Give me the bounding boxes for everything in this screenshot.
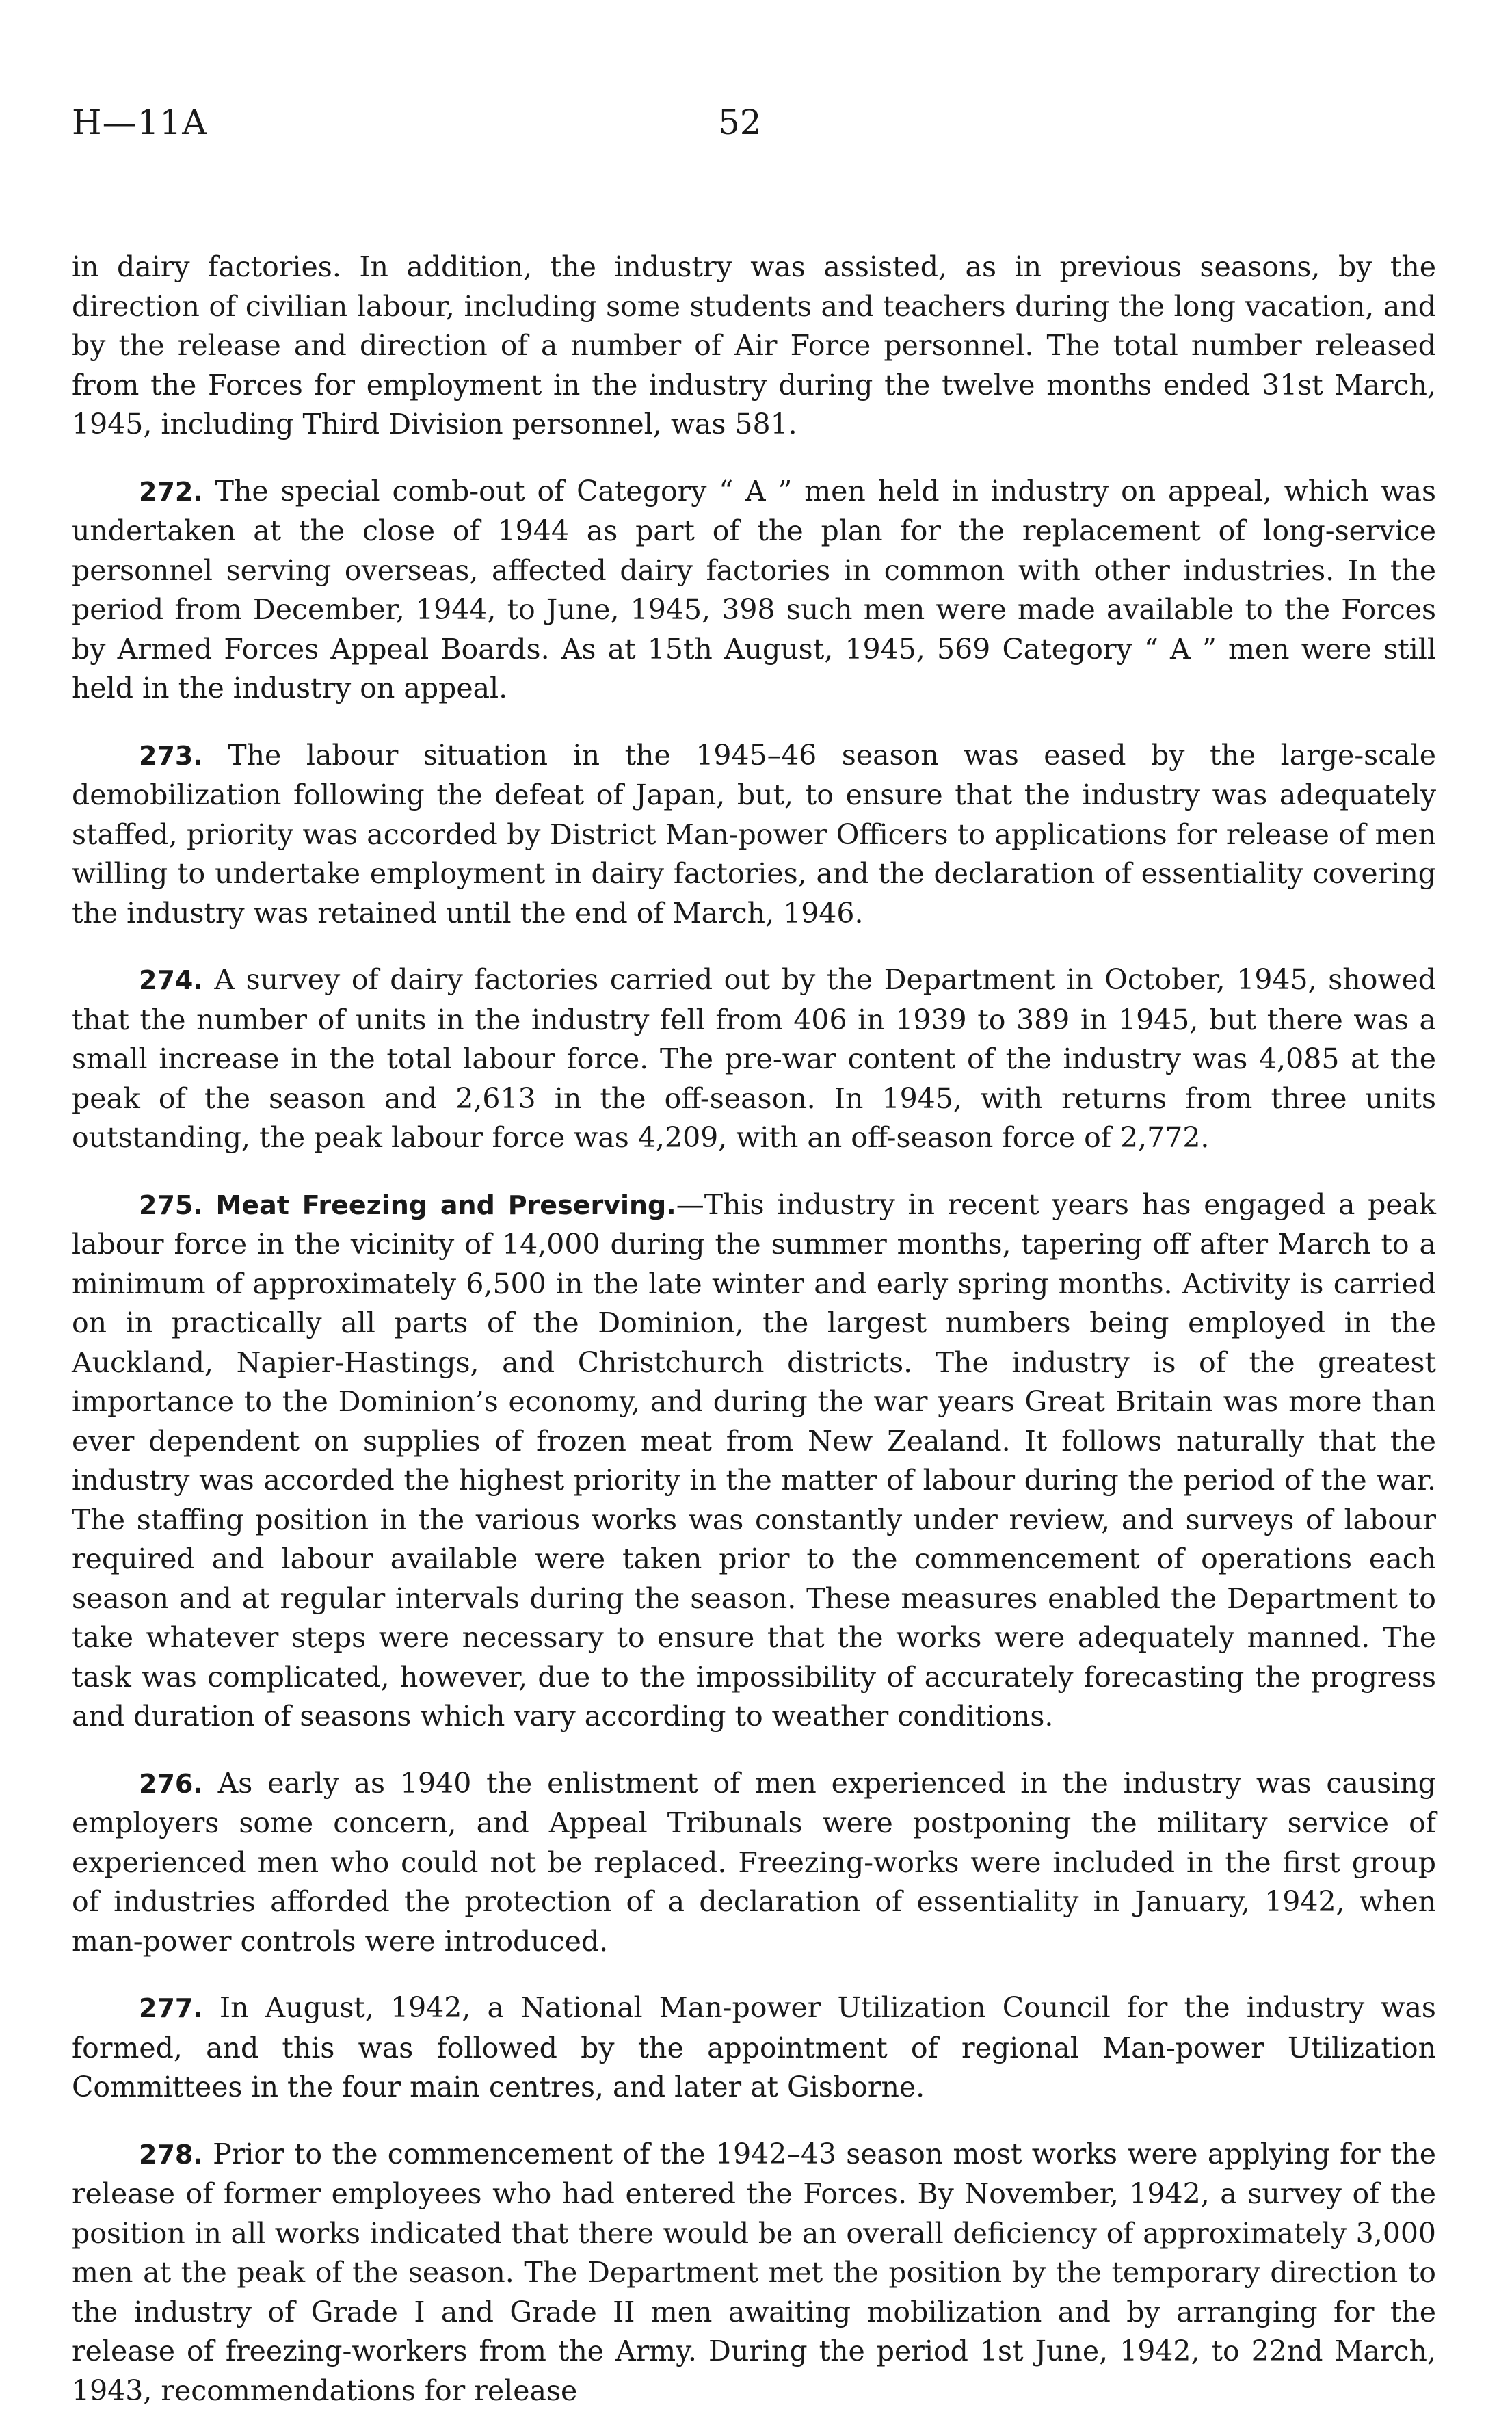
paragraph-continued: [72, 248, 1436, 445]
paragraph-text: The labour situation in the 1945–46 season was eased by the large-scale demobilization following the defeat of Japan, but, to ensure that the industry was adequately staffed, priority was accorded by District Man-power Officers to applications for release of men willing to undertake employment in dairy factories, and the declaration of essentiality covering the industry was retained until the end of March, 1946.: [72, 738, 1436, 930]
paragraph-276: [72, 1764, 1436, 1962]
paragraph-number: 274.: [139, 965, 203, 995]
paragraph-text: The special comb-out of Category “ A ” men held in industry on appeal, which was undertaken at the close of 1944 as part of the plan for the replacement of long-service personnel serving overseas, affected dairy factories in common with other industries. In the period from December, 1944, to June, 1945, 398 such men were made available to the Forces by Armed Forces Appeal Boards. As at 15th August, 1945, 569 Category “ A ” men were still held in the industry on appeal.: [72, 474, 1436, 705]
section-heading: Meat Freezing and Preserving.: [215, 1190, 676, 1220]
paragraph-number: 273.: [139, 740, 203, 771]
paragraph-number: 278.: [139, 2139, 203, 2170]
paragraph-text: Prior to the commencement of the 1942–43 season most works were applying for the release of former employees who had entered the Forces. By November, 1942, a survey of the position in all works indicated that there would be an overall deficiency of approximately 3,000 men at the peak of the season. The Department met the position by the temporary direction to the industry of Grade I and Grade II men awaiting mobilization and by arranging for the release of freezing-workers from the Army. During the period 1st June, 1942, to 22nd March, 1943, recommendations for release: [72, 2137, 1436, 2407]
page-number: 52: [718, 103, 762, 142]
paragraph-278: [72, 2135, 1436, 2411]
paragraph-number: 277.: [139, 1993, 203, 2023]
paragraph-text: in dairy factories. In addition, the industry was assisted, as in previous seasons, by the direction of civilian labour, including some students and teachers during the long vacation, and by the release and direction of a number of Air Force personnel. The total number released from the Forces for employment in the industry during the twelve months ended 31st March, 1945, including Third Division personnel, was 581.: [72, 250, 1436, 441]
paragraph-number: 276.: [139, 1768, 203, 1799]
paragraph-text: —This industry in recent years has engaged a peak labour force in the vicinity of 14,000 during the summer months, tapering off after March to a minimum of approximately 6,500 in the late winter and early spring months. Activity is carried on in practically all parts of the Dominion, the largest numbers being employed in the Auckland, Napier-Hastings, and Christchurch districts. The industry is of the greatest importance to the Dominion’s economy, and during the war years Great Britain was more than ever dependent on supplies of frozen meat from New Zealand. It follows naturally that the industry was accorded the highest priority in the matter of labour during the period of the war. The staffing position in the various works was constantly under review, and surveys of labour required and labour available were taken prior to the commencement of operations each season and at regular intervals during the season. These measures enabled the Department to take whatever steps were necessary to ensure that the works were adequately manned. The task was complicated, however, due to the impossibility of accurately forecasting the progress and duration of seasons which vary according to weather conditions.: [72, 1187, 1436, 1733]
series-code: H—11A: [72, 103, 208, 142]
paragraph-text: A survey of dairy factories carried out by the Department in October, 1945, showed that the number of units in the industry fell from 406 in 1939 to 389 in 1945, but there was a small increase in the total labour force. The pre-war content of the industry was 4,085 at the peak of the season and 2,613 in the off-season. In 1945, with returns from three units outstanding, the peak labour force was 4,209, with an off-season force of 2,772.: [72, 963, 1436, 1154]
page-header: [72, 103, 1436, 164]
paragraph-277: [72, 1988, 1436, 2107]
paragraph-text: As early as 1940 the enlistment of men experienced in the industry was causing employers some concern, and Appeal Tribunals were postponing the military service of experienced men who could not be replaced. Freezing-works were included in the first group of industries afforded the protection of a declaration of essentiality in January, 1942, when man-power controls were introduced.: [72, 1766, 1436, 1958]
paragraph-273: [72, 736, 1436, 934]
paragraph-number: 272.: [139, 476, 203, 507]
paragraph-text: In August, 1942, a National Man-power Utilization Council for the industry was formed, and this was followed by the appointment of regional Man-power Utilization Committees in the four main centres, and later at Gisborne.: [72, 1991, 1436, 2103]
document-page: [72, 103, 1436, 2410]
paragraph-number: 275.: [139, 1190, 203, 1220]
paragraph-274: [72, 960, 1436, 1158]
paragraph-275: [72, 1185, 1436, 1737]
paragraph-272: [72, 472, 1436, 709]
